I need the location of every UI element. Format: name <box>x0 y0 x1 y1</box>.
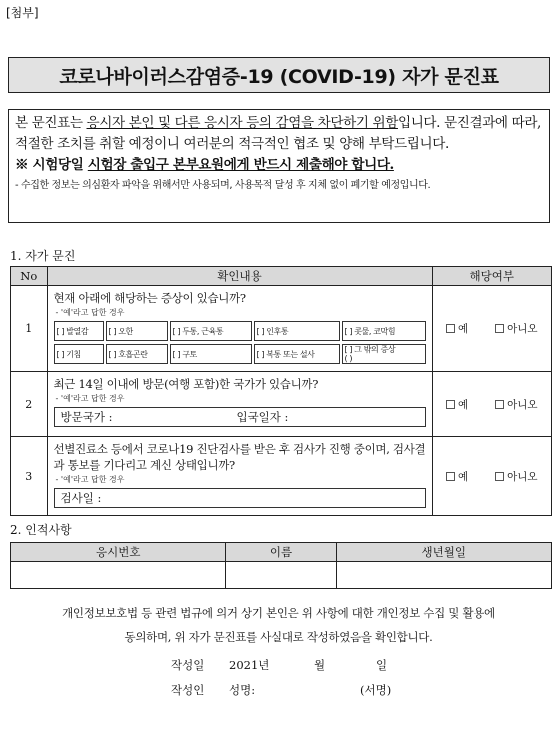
answer-no[interactable]: 아니오 <box>495 321 537 336</box>
question-number: 2 <box>11 372 48 437</box>
checkbox-icon <box>495 472 504 481</box>
date-label: 작성일 <box>171 658 205 672</box>
answer-no[interactable]: 아니오 <box>495 397 537 412</box>
answer-cell <box>432 437 552 516</box>
symptom-chills[interactable]: [ ] 오한 <box>106 321 168 341</box>
symptom-vomiting[interactable]: [ ] 구토 <box>170 344 252 364</box>
checkbox-icon <box>446 400 455 409</box>
symptom-grid <box>54 321 426 364</box>
answer-yes[interactable]: 예 <box>446 397 468 412</box>
exam-number-input[interactable] <box>11 562 226 589</box>
question-text: 최근 14일 이내에 방문(여행 포함)한 국가가 있습니까? <box>53 377 319 391</box>
title-banner <box>8 57 550 93</box>
header-applicable: 해당여부 <box>432 267 552 286</box>
answer-cell <box>432 286 552 372</box>
personal-info-row <box>11 562 552 589</box>
answer-cell <box>432 372 552 437</box>
header-exam-number: 응시번호 <box>11 543 226 562</box>
question-row-3 <box>11 437 552 516</box>
test-date-field[interactable] <box>54 488 426 508</box>
checkbox-icon <box>446 472 455 481</box>
question-row-1 <box>11 286 552 372</box>
symptom-runny-nose[interactable]: [ ] 콧물, 코막힘 <box>342 321 426 341</box>
checkbox-icon <box>495 400 504 409</box>
question-number: 3 <box>11 437 48 516</box>
date-day[interactable]: 일 <box>376 658 388 672</box>
table-header-row <box>11 267 552 286</box>
question-note: - '예'라고 답한 경우 <box>55 308 125 317</box>
date-year[interactable]: 2021년 <box>229 658 270 672</box>
visit-info-field[interactable] <box>54 407 426 427</box>
page-title: 코로나바이러스감염증-19 (COVID-19) 자가 문진표 <box>59 65 499 88</box>
question-note: - '예'라고 답한 경우 <box>55 394 125 403</box>
question-cell <box>47 372 432 437</box>
symptom-cough[interactable]: [ ] 기침 <box>54 344 104 364</box>
notice-box <box>8 109 550 223</box>
question-row-2 <box>11 372 552 437</box>
header-content: 확인내용 <box>47 267 432 286</box>
signature-seal[interactable]: (서명) <box>360 683 392 697</box>
question-text: 선별진료소 등에서 코로나19 진단검사를 받은 후 검사가 진행 중이며, 검사결과 통보를 기다리고 계신 상태입니까? <box>53 442 426 472</box>
section-self-check-title: 1. 자가 문진 <box>10 249 76 263</box>
self-check-table <box>10 266 552 516</box>
test-date-label: 검사일 : <box>60 491 102 505</box>
symptom-stomach[interactable]: [ ] 복통 또는 설사 <box>254 344 340 364</box>
header-birthdate: 생년월일 <box>336 543 551 562</box>
checkbox-icon <box>495 324 504 333</box>
question-cell <box>47 286 432 372</box>
symptom-fever[interactable]: [ ] 발열감 <box>54 321 104 341</box>
consent-statement: 개인정보보호법 등 관련 법규에 의거 상기 본인은 위 사항에 대한 개인정보 수집 및 활용에 동의하며, 위 자가 문진표를 사실대로 작성하였음을 확인합니다. <box>62 606 495 644</box>
header-no: No <box>11 267 48 286</box>
question-cell <box>47 437 432 516</box>
name-input[interactable] <box>226 562 336 589</box>
notice-purpose-underlined: 응시자 본인 및 다른 응시자 등의 감염을 차단하기 위함 <box>86 115 398 131</box>
question-number: 1 <box>11 286 48 372</box>
birthdate-input[interactable] <box>336 562 551 589</box>
answer-no[interactable]: 아니오 <box>495 469 537 484</box>
checkbox-icon <box>446 324 455 333</box>
answer-yes[interactable]: 예 <box>446 469 468 484</box>
symptom-other[interactable]: [ ] 그 밖의 증상 ( ) <box>342 344 426 364</box>
entry-date-label: 입국일자 : <box>236 410 289 424</box>
date-month[interactable]: 월 <box>314 658 326 672</box>
visit-country-label: 방문국가 : <box>60 410 113 424</box>
notice-privacy: - 수집한 정보는 의심환자 파악을 위해서만 사용되며, 사용목적 달성 후 지체 없이 폐기할 예정입니다. <box>15 180 431 191</box>
notice-submission-underlined: 시험장 출입구 본부요원에게 반드시 제출해야 합니다. <box>87 157 394 173</box>
section-personal-info-title: 2. 인적사항 <box>10 523 72 537</box>
symptom-sore-throat[interactable]: [ ] 인후통 <box>254 321 340 341</box>
question-text: 현재 아래에 해당하는 증상이 있습니까? <box>53 291 246 305</box>
notice-submission: ※ 시험당일 시험장 출입구 본부요원에게 반드시 제출해야 합니다. <box>15 157 394 173</box>
symptom-headache[interactable]: [ ] 두통, 근육통 <box>170 321 252 341</box>
question-note: - '예'라고 답한 경우 <box>55 475 125 484</box>
notice-purpose: 본 문진표는 응시자 본인 및 다른 응시자 등의 감염을 차단하기 위함입니다. 문진결과에 따라, 적절한 조치를 취할 예정이니 여러분의 적극적인 협조 및 양해 부탁드립니다. <box>15 115 541 152</box>
attachment-tag: [첨부] <box>6 6 39 20</box>
answer-yes[interactable]: 예 <box>446 321 468 336</box>
personal-info-table <box>10 542 552 589</box>
table-header-row <box>11 543 552 562</box>
header-name: 이름 <box>226 543 336 562</box>
symptom-breathing[interactable]: [ ] 호흡곤란 <box>106 344 168 364</box>
writer-label: 작성인 <box>171 683 205 697</box>
name-label: 성명: <box>229 683 256 697</box>
